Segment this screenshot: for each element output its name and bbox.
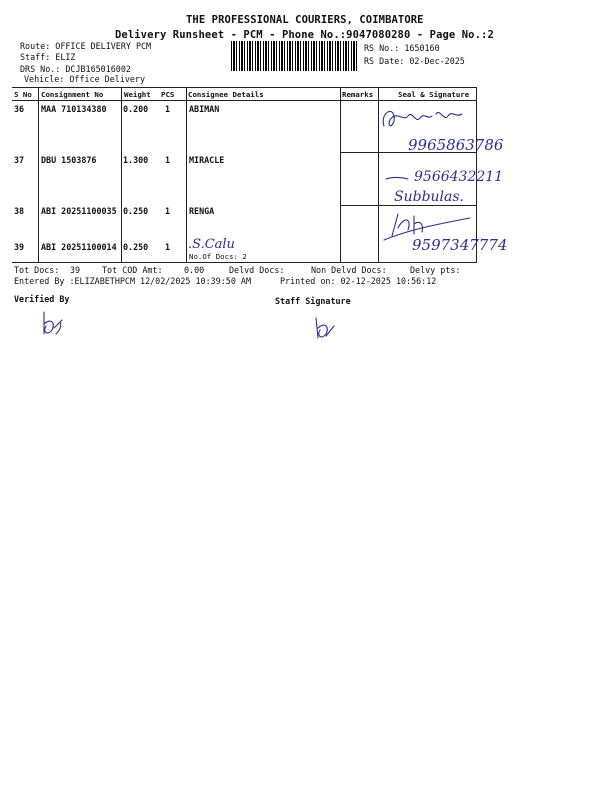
handwritten-phone-row38: 9597347774	[412, 236, 508, 254]
total-cod-value: 0.00	[184, 265, 205, 275]
row-pcs: 1	[165, 104, 171, 114]
header-remarks: Remarks	[342, 90, 374, 99]
header-consignment-no: Consignment No	[41, 90, 104, 99]
header-seal-signature: Seal & Signature	[398, 90, 470, 99]
row-pcs: 1	[165, 206, 171, 216]
row-sno: 36	[14, 104, 25, 114]
delivered-docs-label: Delvd Docs:	[229, 265, 285, 275]
row-consignment-no: ABI 20251100035	[41, 206, 117, 216]
company-name: THE PROFESSIONAL COURIERS, COIMBATORE	[186, 14, 424, 26]
handwritten-signature-row38	[378, 206, 508, 262]
row-consignee: RENGA	[189, 206, 215, 216]
row-consignment-no: MAA 710134380	[41, 104, 107, 114]
total-docs-value: 39	[70, 265, 81, 275]
row-docs-count: No.Of Docs: 2	[189, 252, 247, 261]
row-consignment-no: DBU 1503876	[41, 155, 97, 165]
row-weight: 0.250	[123, 242, 149, 252]
handwritten-signature-row37	[378, 155, 504, 207]
handwritten-name-row37: Subbulas.	[394, 189, 465, 205]
verified-by-label: Verified By	[14, 294, 70, 304]
verifier-signature	[36, 308, 68, 340]
row-weight: 0.250	[123, 206, 149, 216]
vehicle-text: Vehicle: Office Delivery	[24, 74, 146, 84]
staff-signature	[310, 314, 340, 344]
route-text: Route: OFFICE DELIVERY PCM	[20, 41, 152, 51]
row-weight: 0.200	[123, 104, 149, 114]
handwritten-phone-row37: 9566432211	[414, 169, 504, 185]
entered-by-text: Entered By :ELIZABETHPCM 12/02/2025 10:39:50 AM	[14, 276, 251, 286]
rs-number: RS No.: 1650160	[364, 43, 440, 53]
total-docs-label: Tot Docs:	[14, 265, 60, 275]
header-consignee-details: Consignee Details	[188, 90, 264, 99]
rs-date: RS Date: 02-Dec-2025	[364, 56, 465, 66]
drs-number: DRS No.: DCJB165016002	[20, 64, 131, 74]
row-weight: 1.300	[123, 155, 149, 165]
row-pcs: 1	[165, 242, 171, 252]
non-delivered-docs-label: Non Delvd Docs:	[311, 265, 387, 275]
header-sno: S No	[14, 90, 32, 99]
barcode-graphic	[231, 41, 358, 71]
total-cod-label: Tot COD Amt:	[102, 265, 163, 275]
row-pcs: 1	[165, 155, 171, 165]
staff-signature-label: Staff Signature	[275, 296, 351, 306]
row-sno: 38	[14, 206, 25, 216]
staff-text: Staff: ELIZ	[20, 52, 76, 62]
header-weight: Weight	[124, 90, 151, 99]
svg-text:.S.Calu: .S.Calu	[188, 237, 235, 252]
row-consignee: ABIMAN	[189, 104, 220, 114]
runsheet-title: Delivery Runsheet - PCM - Phone No.:9047080280 - Page No.:2	[115, 29, 494, 41]
handwritten-name-row39	[186, 230, 256, 254]
header-pcs: PCS	[161, 90, 175, 99]
delivery-points-label: Delvy pts:	[410, 265, 461, 275]
row-consignee: MIRACLE	[189, 155, 225, 165]
row-sno: 39	[14, 242, 25, 252]
row-consignment-no: ABI 20251100014	[41, 242, 117, 252]
handwritten-phone-row36: 9965863786	[408, 136, 504, 154]
printed-on-text: Printed on: 02-12-2025 10:56:12	[280, 276, 437, 286]
row-sno: 37	[14, 155, 25, 165]
handwritten-signature-row36	[378, 100, 504, 155]
